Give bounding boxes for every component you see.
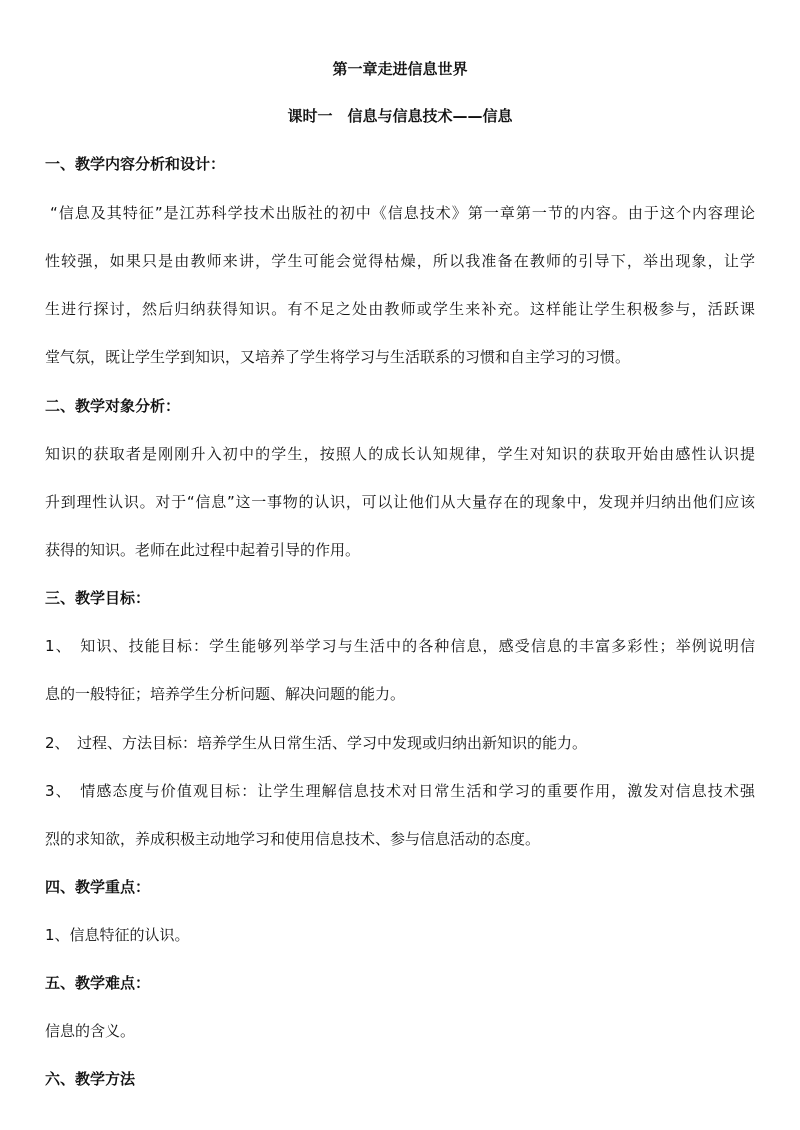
list-item-line: 息的一般特征；培养学生分析问题、解决问题的能力。: [45, 685, 406, 703]
section-heading-teaching-goals: 三、教学目标：: [45, 589, 151, 607]
section-heading-content-analysis: 一、教学内容分析和设计：: [45, 155, 226, 173]
paragraph-line: 升到理性认识。对于“信息”这一事物的认识，可以让他们从大量存在的现象中，发现并归纳出他们应该: [45, 493, 755, 511]
list-item-line: 1、 知识、技能目标：学生能够列举学习与生活中的各种信息，感受信息的丰富多彩性；举例说明信: [45, 637, 755, 655]
paragraph-line: 堂气氛，既让学生学到知识，又培养了学生将学习与生活联系的习惯和自主学习的习惯。: [45, 348, 631, 366]
list-item-line: 烈的求知欲，养成积极主动地学习和使用信息技术、参与信息活动的态度。: [45, 830, 541, 848]
section-heading-audience-analysis: 二、教学对象分析：: [45, 397, 181, 415]
paragraph-line: 获得的知识。老师在此过程中起着引导的作用。: [45, 541, 361, 559]
paragraph-line: 生进行探讨，然后归纳获得知识。有不足之处由教师或学生来补充。这样能让学生积极参与，活跃课: [45, 300, 755, 318]
lesson-subtitle: 课时一 信息与信息技术——信息: [287, 107, 513, 125]
section-heading-difficulties: 五、教学难点：: [45, 974, 151, 992]
paragraph-line: “信息及其特征”是江苏科学技术出版社的初中《信息技术》第一章第一节的内容。由于这个内容理论: [50, 204, 755, 222]
list-item-line: 3、 情感态度与价值观目标：让学生理解信息技术对日常生活和学习的重要作用，激发对信息技术强: [45, 782, 755, 800]
chapter-title: 第一章走进信息世界: [332, 60, 468, 78]
paragraph-line: 信息的含义。: [45, 1022, 136, 1040]
section-heading-key-points: 四、教学重点：: [45, 878, 151, 896]
paragraph-line: 性较强，如果只是由教师来讲，学生可能会觉得枯燥，所以我准备在教师的引导下，举出现象，让学: [45, 252, 755, 270]
list-item-line: 2、 过程、方法目标：培养学生从日常生活、学习中发现或归纳出新知识的能力。: [45, 734, 588, 752]
list-item-line: 1、信息特征的认识。: [45, 926, 190, 944]
paragraph-line: 知识的获取者是刚刚升入初中的学生，按照人的成长认知规律，学生对知识的获取开始由感性认识提: [45, 445, 755, 463]
section-heading-teaching-methods: 六、教学方法: [45, 1070, 136, 1088]
